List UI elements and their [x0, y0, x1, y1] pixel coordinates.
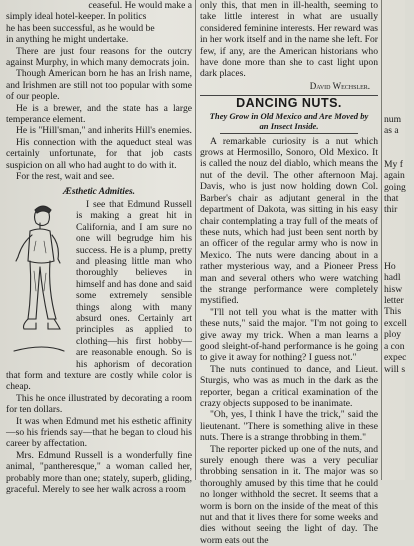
- column-rule: [195, 0, 196, 480]
- paragraph: The reporter picked up one of the nuts, and surely enough there was a very peculiar throbbing sensation in it. The major was so thoroughly amused by this time that he could no longer withhold the secret. It seems that a worm is born on the inside of the meat of this nut and that it lives there for some weeks and dies without seeing the light of day. The worm eats out the: [200, 443, 378, 546]
- paragraph: It was when Edmund met his esthetic affinity—so his friends say—that he began to cloud his career by affectation.: [6, 415, 192, 450]
- paragraph: His connection with the aqueduct steal was certainly unfortunate, for that job casts suspicion on all who had aught to do with it.: [6, 136, 192, 171]
- man-sketch-icon: [6, 201, 72, 361]
- text-fragment: as a: [384, 125, 399, 137]
- paragraph: only this, that men in ill-health, seeming to take little interest in what are usually considered feminine interests. Her reward was in her work itself and in the name she left. For few, if any, are the American historians who have done more than she to cast light upon dark places.: [200, 0, 378, 80]
- paragraph: Though American born he has an Irish name, and Irishmen are still not too popular with some of our people.: [6, 68, 192, 103]
- section-heading: Æsthetic Admities.: [62, 186, 136, 197]
- text-fragment: hadl: [384, 272, 401, 284]
- paragraph: I see that Edmund Russell is making a great hit in California, and I am sure no one will begrudge him his success. He is a plump, pretty and pleasing little man who thoroughly believes in himself and has done and said some extremely sensible things along with many absurd ones. Certainly art principles as applied to clothing—his first hobby—are reasonable enough. So is his aphorism of decoration that form and texture are costly while color is cheap.: [6, 198, 192, 393]
- text-fragment: expec: [384, 352, 407, 364]
- column-middle: [200, 0, 378, 546]
- text-fragment: a con: [384, 340, 405, 352]
- article-subhead: They Grow in Old Mexico and Are Moved by an Insect Inside.: [209, 110, 369, 131]
- text-line: ceaseful. He would make a: [88, 0, 192, 11]
- text-fragment: going: [384, 181, 406, 193]
- paragraph: Mrs. Edmund Russell is a wonderfully fine animal, "pantheresque," a woman called her, probably more than one; stately, superb, gliding, graceful. Merely to see her walk across a room: [6, 449, 192, 496]
- text-fragment: This: [384, 306, 402, 318]
- text-line: in anything he might undertake.: [6, 34, 129, 46]
- text-fragment: My f: [384, 158, 403, 170]
- text-fragment: excell: [384, 317, 407, 329]
- paragraph: A remarkable curiosity is a nut which grows at Hermosillo, Sonoro, Old Mexico. It is called the nouz del diablo, which means the nut of the devil. The other afternoon Maj. Davis, who is just now holding down Col. Barber's chair as adjutant general in the department of Dakota, was sitting in his easy chair contemplating a tray full of the meats of these nuts, which had just been sent north by an officer of the regular army who is now in Mexico. The nuts were dancing about in a rather mysterious way, and a Pioneer Press man and several others who were watching the strange performance were completely mystified.: [200, 135, 378, 307]
- text-fragment: letter: [384, 295, 404, 307]
- paragraph: There are just four reasons for the outcry against Murphy, in which many democrats join.: [6, 45, 192, 69]
- paragraph: He is "Hill'sman," and inherits Hill's enemies.: [16, 125, 192, 137]
- signature: David Wechsler.: [309, 80, 370, 91]
- column-left: [6, 0, 192, 496]
- text-fragment: will s: [384, 363, 406, 375]
- figure-illustration: [6, 201, 72, 361]
- text-fragment: hisw: [384, 283, 403, 295]
- article-headline: DANCING NUTS.: [236, 96, 342, 111]
- paragraph: "Oh, yes, I think I have the trick," said the lieutenant. "There is something alive in these nuts. There is a strange throbbing in them.": [200, 409, 378, 444]
- text-fragment: that: [384, 193, 399, 205]
- paragraph: This he once illustrated by decorating a room for ten dollars.: [6, 392, 192, 416]
- paragraph: The nuts continued to dance, and Lieut. Sturgis, who was as much in the dark as the reporter, began a critical examination of the crazy objects supposed to be inanimate.: [200, 363, 378, 409]
- text-fragment: thir: [384, 204, 398, 216]
- text-line: simply ideal hotel-keeper. In politics: [6, 11, 147, 23]
- text-fragment: [384, 216, 414, 227]
- paragraph: "I'll not tell you what is the matter with these nuts," said the major. "I'm not going to give away my trick. When a man learns a good sleight-of-hand performance is he going to give it away for nothing? I guess not.": [200, 306, 378, 364]
- divider: [220, 133, 358, 134]
- text-fragment: again: [384, 170, 405, 182]
- column-right-fragment: [384, 0, 414, 480]
- text-fragment: Ho: [384, 260, 396, 272]
- text-fragment: num: [384, 114, 402, 125]
- text-fragment: ploy: [384, 329, 402, 341]
- column-rule: [381, 0, 382, 480]
- paragraph: He is a brewer, and the state has a large temperance element.: [6, 102, 192, 126]
- text-line: he has been successful, as he would be: [6, 22, 155, 34]
- paragraph: For the rest, wait and see.: [16, 171, 115, 183]
